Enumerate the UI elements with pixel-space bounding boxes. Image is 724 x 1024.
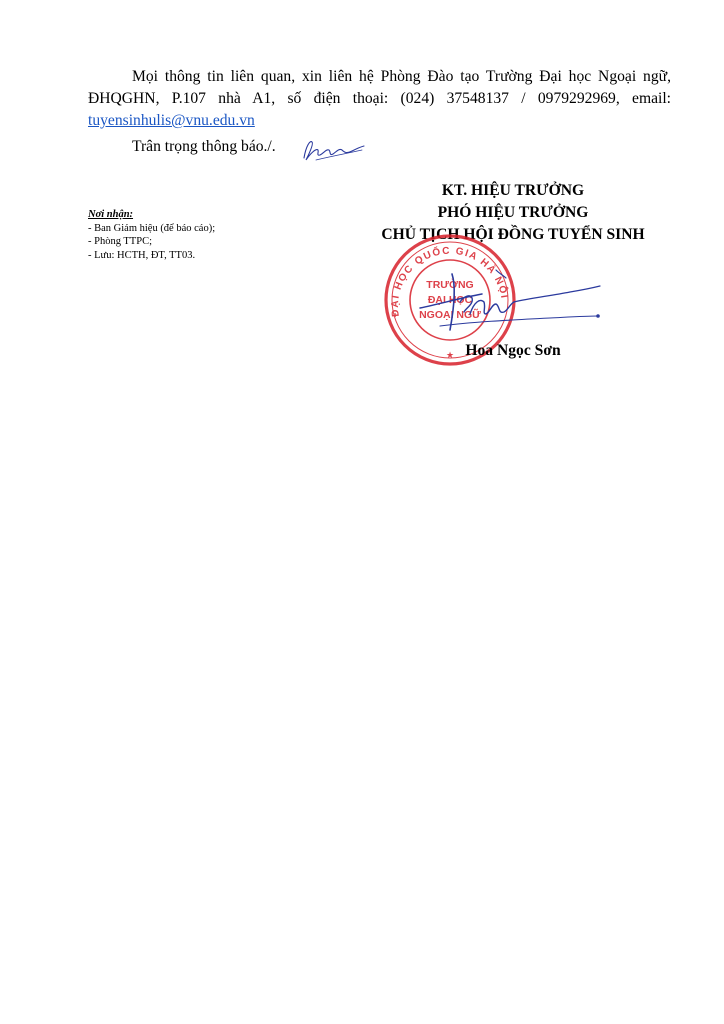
- closing-line: Trân trọng thông báo./.: [132, 138, 276, 155]
- email-link[interactable]: tuyensinhulis@vnu.edu.vn: [88, 112, 255, 129]
- svg-text:★: ★: [445, 351, 455, 361]
- recipients-heading: Nơi nhận:: [88, 209, 134, 220]
- initials-mark: [296, 132, 366, 168]
- recipient-item: - Phòng TTPC;: [88, 236, 152, 247]
- seal-ring-text: ĐẠI HỌC QUỐC GIA HÀ NỘI: [389, 245, 510, 318]
- contact-paragraph: [88, 66, 671, 132]
- seal-line-1: TRƯỜNG: [426, 279, 474, 291]
- title-line-3: CHỦ TỊCH HỘI ĐỒNG TUYỂN SINH: [381, 226, 645, 243]
- signer-name: Hoa Ngọc Sơn: [465, 342, 561, 359]
- title-line-2: PHÓ HIỆU TRƯỞNG: [437, 204, 589, 221]
- recipient-item: - Lưu: HCTH, ĐT, TT03.: [88, 249, 196, 261]
- recipient-item: - Ban Giám hiệu (để báo cáo);: [88, 222, 216, 234]
- title-line-1: KT. HIỆU TRƯỞNG: [441, 182, 585, 199]
- recipients-block: [88, 208, 215, 262]
- seal-line-2: ĐẠI HỌC: [427, 294, 473, 306]
- seal-line-3: NGOẠI NGỮ: [419, 309, 481, 321]
- contact-text: Mọi thông tin liên quan, xin liên hệ Phòng Đào tạo Trường Đại học Ngoại ngữ, ĐHQGHN, P.107 nhà A1, số điện thoại: (024) 37548137 / 0979292969, email:: [88, 68, 671, 107]
- handwritten-signature: [400, 268, 610, 348]
